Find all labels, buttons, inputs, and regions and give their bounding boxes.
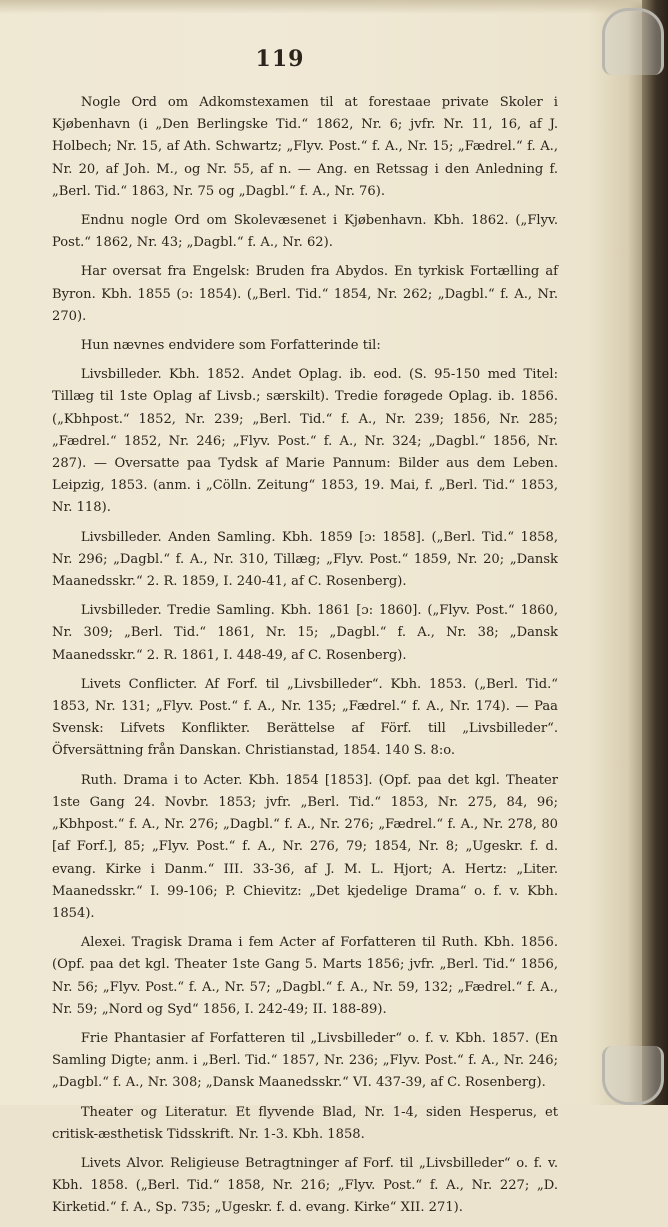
page-number: 119 — [255, 46, 305, 72]
entry-alexei: Alexei. Tragisk Drama i fem Acter af Forfatteren til Ruth. Kbh. 1856. (Opf. paa det kgl. Theater 1ste Gang 5. Marts 1856; jvfr. „Berl. Tid.“ 1856, Nr. 56; „Flyv. Post.“ f. A., Nr. 57; „Dagbl.“ f. A., Nr. 59, 132; „Fædrel.“ f. A., Nr. 59; „Nord og Syd“ 1856, I. 242-49; II. 188-89). — [52, 935, 558, 1017]
entry-skolevaesenet: Endnu nogle Ord om Skolevæsenet i Kjøbenhavn. Kbh. 1862. („Flyv. Post.“ 1862, Nr. 43; „Dagbl.“ f. A., Nr. 62). — [52, 213, 558, 251]
entry-ruth: Ruth. Drama i to Acter. Kbh. 1854 [1853]. (Opf. paa det kgl. Theater 1ste Gang 24. Novbr. 1853; jvfr. „Berl. Tid.“ 1853, Nr. 275, 84, 96; „Kbhpost.“ f. A., Nr. 276; „Dagbl.“ f. A., Nr. 276; „Fædrel.“ f. A., Nr. 278, 80 [af Forf.], 85; „Flyv. Post.“ f. A., Nr. 276, 79; 1854, Nr. 8; „Ugeskr. f. d. evang. Kirke i Danm.“ III. 33-36, af J. M. L. Hjort; A. Hertz: „Liter. Maanedsskr.“ I. 99-106; P. Chievitz: „Det kjedelige Drama“ o. f. v. Kbh. 1854). — [52, 772, 558, 921]
entry-livets-alvor: Livets Alvor. Religieuse Betragtninger af Forf. til „Livsbilleder“ o. f. v. Kbh. 1858. („Berl. Tid.“ 1858, Nr. 216; „Flyv. Post.“ f. A., Nr. 227; „D. Kirketid.“ f. A., Sp. 735; „Ugeskr. f. d. evang. Kirke“ XII. 271). — [52, 1155, 558, 1216]
bibliography-text — [52, 92, 558, 1227]
entry-theater-og-literatur: Theater og Literatur. Et flyvende Blad, Nr. 1-4, siden Hesperus, et critisk-æsthetisk Tidsskrift. Nr. 1-3. Kbh. 1858. — [52, 1104, 558, 1142]
page-clip-top — [602, 8, 664, 75]
page-clip-bottom — [602, 1046, 664, 1105]
entry-livsbilleder-3: Livsbilleder. Tredie Samling. Kbh. 1861 [ɔ: 1860]. („Flyv. Post.“ 1860, Nr. 309; „Berl. Tid.“ 1861, Nr. 15; „Dagbl.“ f. A., Nr. 38; „Dansk Maanedsskr.“ 2. R. 1861, I. 448-49, af C. Rosenberg). — [52, 603, 558, 663]
entry-livsbilleder-1: Livsbilleder. Kbh. 1852. Andet Oplag. ib. eod. (S. 95-150 med Titel: Tillæg til 1ste Oplag af Livsb.; særskilt). Tredie forøgede Oplag. ib. 1856. („Kbhpost.“ 1852, Nr. 239; „Berl. Tid.“ f. A., Nr. 239; 1856, Nr. 285; „Fædrel.“ 1852, Nr. 246; „Flyv. Post.“ f. A., Nr. 324; „Dagbl.“ 1856, Nr. 287). — Oversatte paa Tydsk af Marie Pannum: Bilder aus dem Leben. Leipzig, 1853. (anm. i „Cölln. Zeitung“ 1853, 19. Mai, f. „Berl. Tid.“ 1853, Nr. 118). — [52, 367, 558, 516]
entry-livets-conflicter: Livets Conflicter. Af Forf. til „Livsbilleder“. Kbh. 1853. („Berl. Tid.“ 1853, Nr. 131; „Flyv. Post.“ f. A., Nr. 135; „Fædrel.“ f. A., Nr. 174). — Paa Svensk: Lifvets Konflikter. Berättelse af Förf. till „Livsbilleder“. Öfversättning från Danskan. Christianstad, 1854. 140 S. 8:o. — [52, 676, 558, 759]
page-top-shadow — [0, 0, 668, 14]
entry-livsbilleder-2: Livsbilleder. Anden Samling. Kbh. 1859 [ɔ: 1858]. („Berl. Tid.“ 1858, Nr. 296; „Dagbl.“ f. A., Nr. 310, Tillæg; „Flyv. Post.“ 1859, Nr. 20; „Dansk Maanedsskr.“ 2. R. 1859, I. 240-41, af C. Rosenberg). — [52, 529, 558, 590]
book-spine — [642, 0, 668, 1105]
entry-bruden-fra-abydos: Har oversat fra Engelsk: Bruden fra Abydos. En tyrkisk Fortælling af Byron. Kbh. 1855 (ɔ: 1854). („Berl. Tid.“ 1854, Nr. 262; „Dagbl.“ f. A., Nr. 270). — [52, 264, 558, 324]
entry-adkomstexamen: Nogle Ord om Adkomstexamen til at forestaae private Skoler i Kjøbenhavn (i „Den Berlingske Tid.“ 1862, Nr. 6; jvfr. Nr. 11, 16, af J. Holbech; Nr. 15, af Ath. Schwartz; „Flyv. Post.“ f. A., Nr. 15; „Fædrel.“ f. A., Nr. 20, af Joh. M., og Nr. 55, af n. — Ang. en Retssag i den Anledning f. „Berl. Tid.“ 1863, Nr. 75 og „Dagbl.“ f. A., Nr. 76). — [52, 95, 558, 199]
entry-intro-forfatterinde: Hun nævnes endvidere som Forfatterinde til: — [80, 338, 381, 354]
entry-frie-phantasier: Frie Phantasier af Forfatteren til „Livsbilleder“ o. f. v. Kbh. 1857. (En Samling Digte; anm. i „Berl. Tid.“ 1857, Nr. 236; „Flyv. Post.“ f. A., Nr. 246; „Dagbl.“ f. A., Nr. 308; „Dansk Maanedsskr.“ VI. 437-39, af C. Rosenberg). — [52, 1030, 558, 1091]
